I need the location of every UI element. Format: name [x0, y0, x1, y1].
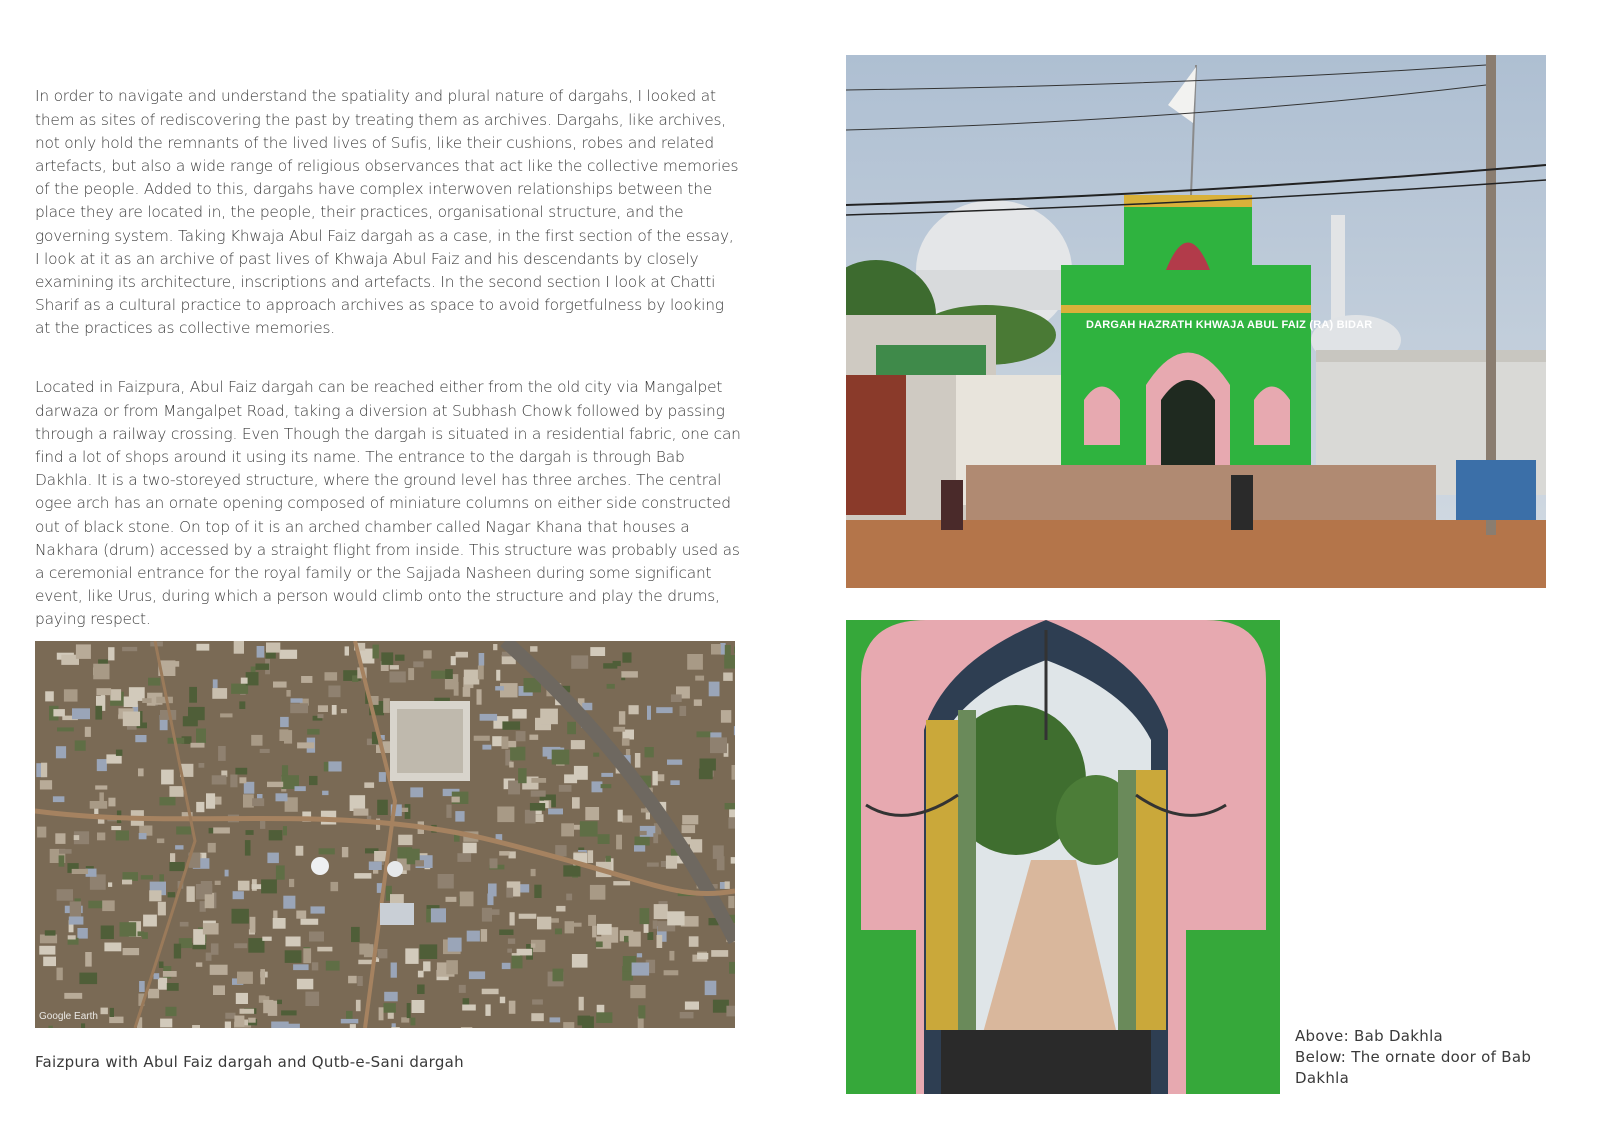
aerial-satellite-image [35, 641, 735, 1028]
aerial-caption: Faizpura with Abul Faiz dargah and Qutb-e-Sani dargah [35, 1053, 464, 1071]
body-paragraph-location: Located in Faizpura, Abul Faiz dargah can be reached either from the old city via Mangalpet darwaza or from Mangalpet Road, taking a diversion at Subhash Chowk followed by passing through a railway crossing. Even Though the dargah is situated in a residential fabric, one can find a lot of shops around it using its name. The entrance to the dargah is through Bab Dakhla. It is a two-storeyed structure, where the ground level has three arches. The central ogee arch has an ornate opening composed of miniature columns on either side constructed out of black stone. On top of it is an arched chamber called Nagar Khana that houses a Nakhara (drum) accessed by a straight flight from inside. This structure was probably used as a ceremonial entrance for the royal family or the Sajjada Nasheen during some significant event, like Urus, during which a person would climb onto the structure and play the drums, paying respect. [35, 378, 741, 629]
dargah-sign-text: DARGAH HAZRATH KHWAJA ABUL FAIZ (RA) BIDAR [1086, 319, 1373, 331]
photos-caption [1295, 1026, 1545, 1089]
caption-below: Below: The ornate door of Bab Dakhla [1295, 1048, 1532, 1087]
caption-above: Above: Bab Dakhla [1295, 1027, 1444, 1045]
google-earth-watermark: Google Earth [39, 1011, 98, 1022]
ornate-door-photo [846, 620, 1280, 1094]
body-paragraph-intro: In order to navigate and understand the spatiality and plural nature of dargahs, I looked at them as sites of rediscovering the past by treating them as archives. Dargahs, like archives, not only hold the remnants of the lived lives of Sufis, like their cushions, robes and related artefacts, but also a wide range of religious observances that act like the collective memories of the people. Added to this, dargahs have complex interwoven relationships between the place they are located in, the people, their practices, organisational structure, and the governing system. Taking Khwaja Abul Faiz dargah as a case, in the first section of the essay, I look at it as an archive of past lives of Khwaja Abul Faiz and his descendants by closely examining its architecture, inscriptions and artefacts. In the second section I look at Chatti Sharif as a cultural practice to approach archives as space to avoid forgetfulness by looking at the practices as collective memories. [35, 87, 739, 338]
bab-dakhla-photo [846, 55, 1546, 588]
